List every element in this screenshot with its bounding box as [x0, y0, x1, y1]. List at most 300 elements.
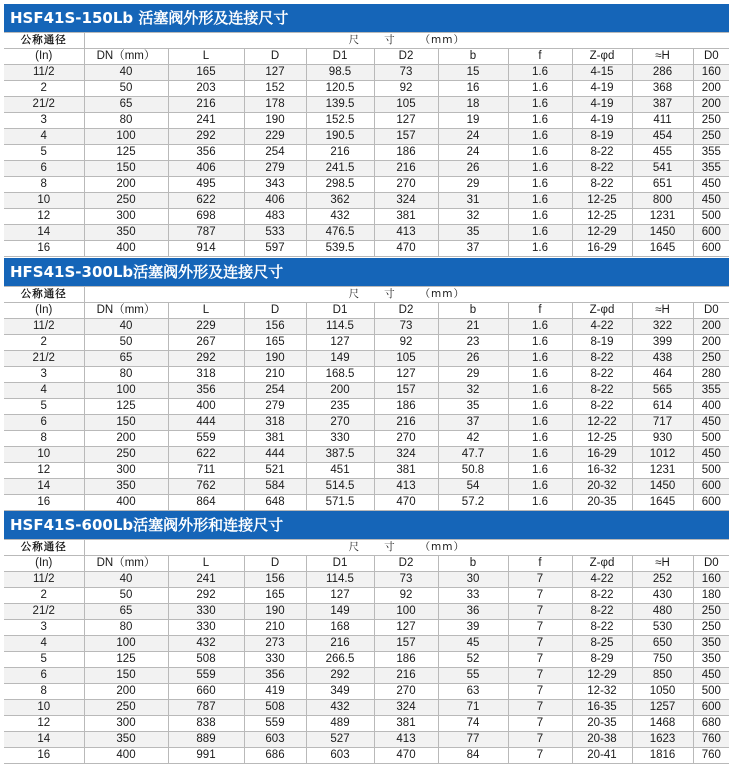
table-row [4, 652, 729, 668]
table-cell: 73 [374, 572, 438, 588]
table-cell: 1.6 [508, 495, 572, 511]
table-cell: 406 [244, 193, 306, 209]
table-cell: 125 [84, 652, 168, 668]
table-cell: 1.6 [508, 145, 572, 161]
column-header: D [244, 49, 306, 65]
table-cell: 216 [306, 636, 374, 652]
table-cell: 16 [438, 81, 508, 97]
table-cell: 362 [306, 193, 374, 209]
table-cell: 1.6 [508, 479, 572, 495]
table-row [4, 399, 729, 415]
table-cell: 190 [244, 604, 306, 620]
table-cell: 20-35 [572, 495, 632, 511]
column-header-row [4, 556, 729, 572]
table-cell: 1.6 [508, 177, 572, 193]
table-cell: 400 [693, 399, 729, 415]
table-cell: 77 [438, 732, 508, 748]
table-cell: 165 [168, 65, 244, 81]
table-cell: 20-38 [572, 732, 632, 748]
table-title: HFS41S-300Lb活塞阀外形及连接尺寸 [4, 258, 729, 286]
table-cell: 229 [244, 129, 306, 145]
table-cell: 250 [693, 604, 729, 620]
table-cell: 40 [84, 572, 168, 588]
table-cell: 717 [632, 415, 693, 431]
table-cell: 160 [693, 572, 729, 588]
table-cell: 603 [306, 748, 374, 764]
table-cell: 23 [438, 335, 508, 351]
table-cell: 6 [4, 668, 84, 684]
table-cell: 186 [374, 399, 438, 415]
table-cell: 190 [244, 113, 306, 129]
table-cell: 864 [168, 495, 244, 511]
table-cell: 600 [693, 225, 729, 241]
table-cell: 318 [244, 415, 306, 431]
table-cell: 1257 [632, 700, 693, 716]
table-cell: 100 [84, 636, 168, 652]
table-cell: 270 [374, 177, 438, 193]
table-cell: 686 [244, 748, 306, 764]
table-cell: 1645 [632, 495, 693, 511]
table-cell: 200 [693, 319, 729, 335]
table-row [4, 129, 729, 145]
table-title: HSF41S-150Lb 活塞阀外形及连接尺寸 [4, 4, 729, 32]
column-header: (In) [4, 49, 84, 65]
table-cell: 65 [84, 351, 168, 367]
table-cell: 156 [244, 319, 306, 335]
table-row [4, 351, 729, 367]
table-cell: 1231 [632, 209, 693, 225]
column-header: D0 [693, 49, 729, 65]
table-cell: 35 [438, 399, 508, 415]
table-cell: 559 [168, 668, 244, 684]
table-cell: 432 [168, 636, 244, 652]
table-cell: 3 [4, 367, 84, 383]
table-cell: 273 [244, 636, 306, 652]
table-cell: 622 [168, 193, 244, 209]
table-cell: 12-25 [572, 209, 632, 225]
header-nominal-size: 公称通径 [4, 287, 84, 303]
table-cell: 387.5 [306, 447, 374, 463]
column-header: D1 [306, 556, 374, 572]
table-cell: 186 [374, 145, 438, 161]
column-header: D [244, 303, 306, 319]
table-cell: 5 [4, 399, 84, 415]
table-row [4, 588, 729, 604]
table-cell: 270 [374, 684, 438, 700]
table-cell: 8-22 [572, 620, 632, 636]
column-header: L [168, 49, 244, 65]
table-row [4, 367, 729, 383]
table-cell: 350 [693, 652, 729, 668]
table-cell: 65 [84, 604, 168, 620]
table-cell: 571.5 [306, 495, 374, 511]
table-cell: 539.5 [306, 241, 374, 257]
table-cell: 622 [168, 447, 244, 463]
table-cell: 200 [693, 335, 729, 351]
table-cell: 92 [374, 335, 438, 351]
table-cell: 8-22 [572, 351, 632, 367]
table-cell: 711 [168, 463, 244, 479]
header-dim-char-1: 尺 [348, 288, 361, 300]
table-cell: 350 [84, 732, 168, 748]
table-row [4, 415, 729, 431]
table-cell: 74 [438, 716, 508, 732]
table-cell: 12 [4, 463, 84, 479]
table-cell: 280 [693, 367, 729, 383]
column-header: Z-φd [572, 556, 632, 572]
table-cell: 7 [508, 652, 572, 668]
header-unit: （mm） [419, 541, 466, 553]
table-cell: 4-19 [572, 113, 632, 129]
table-cell: 165 [244, 588, 306, 604]
table-cell: 12-32 [572, 684, 632, 700]
table-cell: 10 [4, 447, 84, 463]
table-cell: 300 [84, 209, 168, 225]
table-title: HSF41S-600Lb活塞阀外形和连接尺寸 [4, 511, 729, 539]
column-header: L [168, 556, 244, 572]
table-cell: 787 [168, 225, 244, 241]
table-cell: 1.6 [508, 447, 572, 463]
table-cell: 149 [306, 351, 374, 367]
table-cell: 1.6 [508, 319, 572, 335]
table-cell: 500 [693, 209, 729, 225]
table-cell: 50.8 [438, 463, 508, 479]
table-cell: 157 [374, 636, 438, 652]
table-cell: 400 [84, 495, 168, 511]
table-cell: 14 [4, 732, 84, 748]
table-cell: 4 [4, 636, 84, 652]
table-cell: 381 [374, 463, 438, 479]
column-header: f [508, 303, 572, 319]
table-cell: 800 [632, 193, 693, 209]
table-cell: 57.2 [438, 495, 508, 511]
table-cell: 1.6 [508, 367, 572, 383]
table-section-600lb [4, 511, 729, 764]
table-cell: 298.5 [306, 177, 374, 193]
column-header: (In) [4, 303, 84, 319]
table-cell: 165 [244, 335, 306, 351]
table-row [4, 319, 729, 335]
table-cell: 55 [438, 668, 508, 684]
table-cell: 63 [438, 684, 508, 700]
table-row [4, 495, 729, 511]
column-header: DN（mm） [84, 303, 168, 319]
table-row [4, 479, 729, 495]
table-row [4, 225, 729, 241]
header-unit: （mm） [419, 288, 466, 300]
table-cell: 54 [438, 479, 508, 495]
table-cell: 52 [438, 652, 508, 668]
table-cell: 254 [244, 383, 306, 399]
table-cell: 483 [244, 209, 306, 225]
table-row [4, 97, 729, 113]
table-cell: 12-25 [572, 193, 632, 209]
table-cell: 2 [4, 588, 84, 604]
table-cell: 4-15 [572, 65, 632, 81]
column-header: ≈H [632, 556, 693, 572]
table-cell: 930 [632, 431, 693, 447]
table-cell: 7 [508, 604, 572, 620]
table-cell: 8-29 [572, 652, 632, 668]
table-cell: 3 [4, 620, 84, 636]
table-cell: 270 [306, 415, 374, 431]
header-nominal-size: 公称通径 [4, 33, 84, 49]
table-cell: 350 [693, 636, 729, 652]
column-header: f [508, 556, 572, 572]
table-cell: 21/2 [4, 97, 84, 113]
table-cell: 14 [4, 479, 84, 495]
table-cell: 400 [168, 399, 244, 415]
table-cell: 7 [508, 572, 572, 588]
table-cell: 216 [306, 145, 374, 161]
table-cell: 454 [632, 129, 693, 145]
table-cell: 760 [693, 732, 729, 748]
table-cell: 6 [4, 161, 84, 177]
table-cell: 330 [244, 652, 306, 668]
table-cell: 300 [84, 463, 168, 479]
table-cell: 387 [632, 97, 693, 113]
table-cell: 355 [693, 145, 729, 161]
table-cell: 292 [168, 351, 244, 367]
header-dimensions [84, 540, 729, 556]
table-cell: 19 [438, 113, 508, 129]
column-header: ≈H [632, 303, 693, 319]
table-row [4, 716, 729, 732]
table-row [4, 572, 729, 588]
table-cell: 250 [693, 351, 729, 367]
table-cell: 4-19 [572, 81, 632, 97]
table-cell: 200 [84, 684, 168, 700]
table-cell: 300 [84, 716, 168, 732]
table-cell: 150 [84, 668, 168, 684]
table-cell: 241 [168, 113, 244, 129]
table-cell: 12-22 [572, 415, 632, 431]
table-cell: 200 [84, 177, 168, 193]
table-cell: 152 [244, 81, 306, 97]
table-cell: 8-22 [572, 399, 632, 415]
table-cell: 216 [374, 415, 438, 431]
table-cell: 450 [693, 177, 729, 193]
table-cell: 343 [244, 177, 306, 193]
table-cell: 156 [244, 572, 306, 588]
table-cell: 42 [438, 431, 508, 447]
table-cell: 127 [374, 620, 438, 636]
table-cell: 37 [438, 241, 508, 257]
table-cell: 584 [244, 479, 306, 495]
table-cell: 1.6 [508, 415, 572, 431]
table-cell: 660 [168, 684, 244, 700]
table-section-300lb [4, 258, 729, 511]
table-cell: 29 [438, 177, 508, 193]
table-row [4, 431, 729, 447]
table-cell: 200 [693, 81, 729, 97]
table-cell: 180 [693, 588, 729, 604]
table-cell: 21/2 [4, 351, 84, 367]
table-cell: 190 [244, 351, 306, 367]
table-cell: 514.5 [306, 479, 374, 495]
table-cell: 495 [168, 177, 244, 193]
table-cell: 50 [84, 335, 168, 351]
table-cell: 127 [374, 367, 438, 383]
table-cell: 527 [306, 732, 374, 748]
table-cell: 250 [693, 129, 729, 145]
table-cell: 1.6 [508, 65, 572, 81]
table-cell: 157 [374, 383, 438, 399]
table-cell: 399 [632, 335, 693, 351]
table-cell: 500 [693, 684, 729, 700]
header-unit: （mm） [419, 34, 466, 46]
header-dim-char-1: 尺 [348, 34, 361, 46]
table-cell: 318 [168, 367, 244, 383]
table-cell: 1623 [632, 732, 693, 748]
column-header: Z-φd [572, 303, 632, 319]
table-cell: 1.6 [508, 225, 572, 241]
table-cell: 330 [168, 604, 244, 620]
table-cell: 330 [168, 620, 244, 636]
table-cell: 105 [374, 97, 438, 113]
table-cell: 8 [4, 177, 84, 193]
table-cell: 1.6 [508, 81, 572, 97]
header-dimensions [84, 287, 729, 303]
table-cell: 250 [84, 193, 168, 209]
table-cell: 16-35 [572, 700, 632, 716]
table-cell: 533 [244, 225, 306, 241]
table-cell: 16 [4, 241, 84, 257]
table-cell: 216 [374, 161, 438, 177]
column-header: D0 [693, 303, 729, 319]
table-cell: 508 [168, 652, 244, 668]
table-cell: 1.6 [508, 463, 572, 479]
table-cell: 35 [438, 225, 508, 241]
table-cell: 80 [84, 620, 168, 636]
table-cell: 349 [306, 684, 374, 700]
table-cell: 419 [244, 684, 306, 700]
table-cell: 500 [693, 431, 729, 447]
table-cell: 250 [84, 447, 168, 463]
table-cell: 2 [4, 81, 84, 97]
table-cell: 7 [508, 748, 572, 764]
table-row [4, 113, 729, 129]
table-cell: 157 [374, 129, 438, 145]
table-cell: 100 [84, 383, 168, 399]
column-header: D2 [374, 49, 438, 65]
column-header: f [508, 49, 572, 65]
table-cell: 559 [168, 431, 244, 447]
table-cell: 39 [438, 620, 508, 636]
table-cell: 1.6 [508, 209, 572, 225]
table-cell: 178 [244, 97, 306, 113]
column-header: D2 [374, 556, 438, 572]
header-row [4, 540, 729, 556]
table-cell: 4-22 [572, 319, 632, 335]
column-header: D1 [306, 49, 374, 65]
table-cell: 413 [374, 225, 438, 241]
table-cell: 650 [632, 636, 693, 652]
table-cell: 450 [693, 447, 729, 463]
table-cell: 50 [84, 588, 168, 604]
column-header: D [244, 556, 306, 572]
table-cell: 186 [374, 652, 438, 668]
table-cell: 7 [508, 636, 572, 652]
table-cell: 1.6 [508, 193, 572, 209]
table-row [4, 145, 729, 161]
table-cell: 210 [244, 367, 306, 383]
table-cell: 489 [306, 716, 374, 732]
table-cell: 292 [168, 129, 244, 145]
column-header: b [438, 303, 508, 319]
table-cell: 8-22 [572, 383, 632, 399]
table-cell: 324 [374, 193, 438, 209]
table-cell: 210 [244, 620, 306, 636]
table-cell: 1.6 [508, 129, 572, 145]
table-cell: 100 [374, 604, 438, 620]
header-dim-char-2: 寸 [384, 34, 396, 46]
table-cell: 8-19 [572, 335, 632, 351]
table-cell: 8-22 [572, 145, 632, 161]
table-row [4, 447, 729, 463]
table-cell: 914 [168, 241, 244, 257]
table-cell: 8-22 [572, 367, 632, 383]
table-cell: 381 [374, 716, 438, 732]
table-cell: 127 [306, 335, 374, 351]
table-cell: 92 [374, 81, 438, 97]
table-cell: 603 [244, 732, 306, 748]
table-cell: 127 [374, 113, 438, 129]
table-section-150lb [4, 4, 729, 257]
table-cell: 31 [438, 193, 508, 209]
table-cell: 29 [438, 367, 508, 383]
table-cell: 680 [693, 716, 729, 732]
table-cell: 355 [693, 161, 729, 177]
table-row [4, 636, 729, 652]
table-cell: 30 [438, 572, 508, 588]
table-cell: 127 [244, 65, 306, 81]
table-cell: 36 [438, 604, 508, 620]
table-cell: 80 [84, 113, 168, 129]
table-cell: 8 [4, 431, 84, 447]
table-cell: 600 [693, 700, 729, 716]
table-row [4, 684, 729, 700]
table-row [4, 335, 729, 351]
table-cell: 2 [4, 335, 84, 351]
table-cell: 356 [168, 145, 244, 161]
table-cell: 5 [4, 145, 84, 161]
table-cell: 73 [374, 65, 438, 81]
table-cell: 11/2 [4, 572, 84, 588]
table-cell: 47.7 [438, 447, 508, 463]
table-cell: 7 [508, 700, 572, 716]
table-cell: 1450 [632, 479, 693, 495]
table-cell: 12-25 [572, 431, 632, 447]
table-cell: 4 [4, 383, 84, 399]
table-cell: 16-29 [572, 447, 632, 463]
table-cell: 279 [244, 161, 306, 177]
table-cell: 430 [632, 588, 693, 604]
table-cell: 7 [508, 732, 572, 748]
table-cell: 889 [168, 732, 244, 748]
table-cell: 40 [84, 319, 168, 335]
table-cell: 190.5 [306, 129, 374, 145]
table-cell: 1.6 [508, 431, 572, 447]
table-row [4, 209, 729, 225]
table-cell: 229 [168, 319, 244, 335]
table-cell: 5 [4, 652, 84, 668]
table-cell: 8-22 [572, 588, 632, 604]
table-cell: 40 [84, 65, 168, 81]
table-cell: 12-29 [572, 668, 632, 684]
table-cell: 698 [168, 209, 244, 225]
table-cell: 254 [244, 145, 306, 161]
